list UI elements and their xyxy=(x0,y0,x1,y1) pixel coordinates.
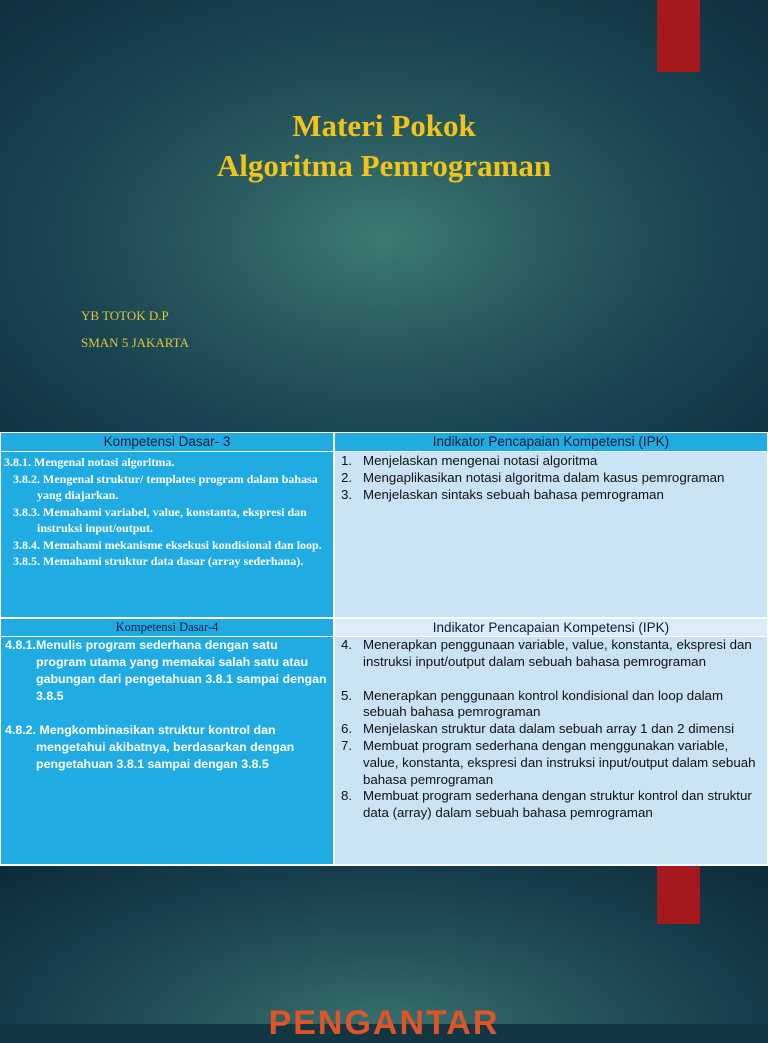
author-name: YB TOTOK D.P xyxy=(81,308,169,323)
kd3-item: 3.8.4. Memahami mekanisme eksekusi kondisional dan loop. xyxy=(13,537,322,552)
ipk-item: 5. Menerapkan penggunaan kontrol kondisional dan loop dalam sebuah bahasa pemrograman xyxy=(341,687,724,720)
title-line-1: Materi Pokok xyxy=(292,108,476,143)
slide-title xyxy=(0,106,768,186)
kd3-item: 3.8.2. Mengenal struktur/ templates program dalam bahasa yang diajarkan. xyxy=(13,471,318,502)
ipk-item: 2. Mengaplikasikan notasi algoritma dalam kasus pemrograman xyxy=(341,469,725,485)
kd4-item: 4.8.2. Mengkombinasikan struktur kontrol dan mengetahui akibatnya, berdasarkan dengan pengetahuan 3.8.1 sampai dengan 3.8.5 xyxy=(5,723,295,771)
red-accent-tab xyxy=(657,0,700,72)
title-slide xyxy=(0,0,768,432)
ipk-item: 7. Membuat program sederhana dengan menggunakan variable, value, konstanta, ekspresi dan instruksi input/output dalam sebuah bahasa pemrograman xyxy=(341,737,756,787)
ipk3-list xyxy=(335,453,767,503)
kd4-item: 4.8.1.Menulis program sederhana dengan satu program utama yang memakai salah satu atau gabungan dari pengetahuan 3.8.1 sampai dengan 3.8.5 xyxy=(5,638,327,703)
kd3-item: 3.8.3. Memahami variabel, value, konstanta, ekspresi dan instruksi input/output. xyxy=(13,504,307,535)
ipk4-header: Indikator Pencapaian Kompetensi (IPK) xyxy=(335,619,767,636)
competency-table xyxy=(0,432,768,866)
title-line-2: Algoritma Pemrograman xyxy=(216,148,552,183)
ipk3-list-cell xyxy=(335,452,767,617)
next-slide xyxy=(0,866,768,1024)
kd3-item: 3.8.5. Memahami struktur data dasar (array sederhana). xyxy=(13,554,304,568)
kd4-header: Kompetensi Dasar-4 xyxy=(1,619,333,636)
pengantar-heading: PENGANTAR xyxy=(268,1004,500,1042)
author-school: SMAN 5 JAKARTA xyxy=(81,335,189,350)
kd3-header: Kompetensi Dasar- 3 xyxy=(1,433,333,451)
kd3-list xyxy=(1,452,333,617)
ipk-item: 3. Menjelaskan sintaks sebuah bahasa pemrograman xyxy=(341,486,664,502)
ipk4-list-cell xyxy=(335,637,767,864)
ipk3-header: Indikator Pencapaian Kompetensi (IPK) xyxy=(335,433,767,451)
ipk-item: 8. Membuat program sederhana dengan struktur kontrol dan struktur data (array) dalam sebuah bahasa pemrograman xyxy=(341,788,752,821)
ipk-item: 6. Menjelaskan struktur data dalam sebuah array 1 dan 2 dimensi xyxy=(341,721,735,737)
ipk-item: 1. Menjelaskan mengenai notasi algoritma xyxy=(341,453,598,468)
ipk4-list xyxy=(335,637,767,822)
kd4-list xyxy=(1,637,333,864)
kd3-item: 3.8.1. Mengenal notasi algoritma. xyxy=(4,455,175,469)
red-accent-tab xyxy=(657,866,700,924)
ipk-item: 4. Menerapkan penggunaan variable, value, konstanta, ekspresi dan instruksi input/output dalam sebuah bahasa pemrograman xyxy=(341,637,752,669)
